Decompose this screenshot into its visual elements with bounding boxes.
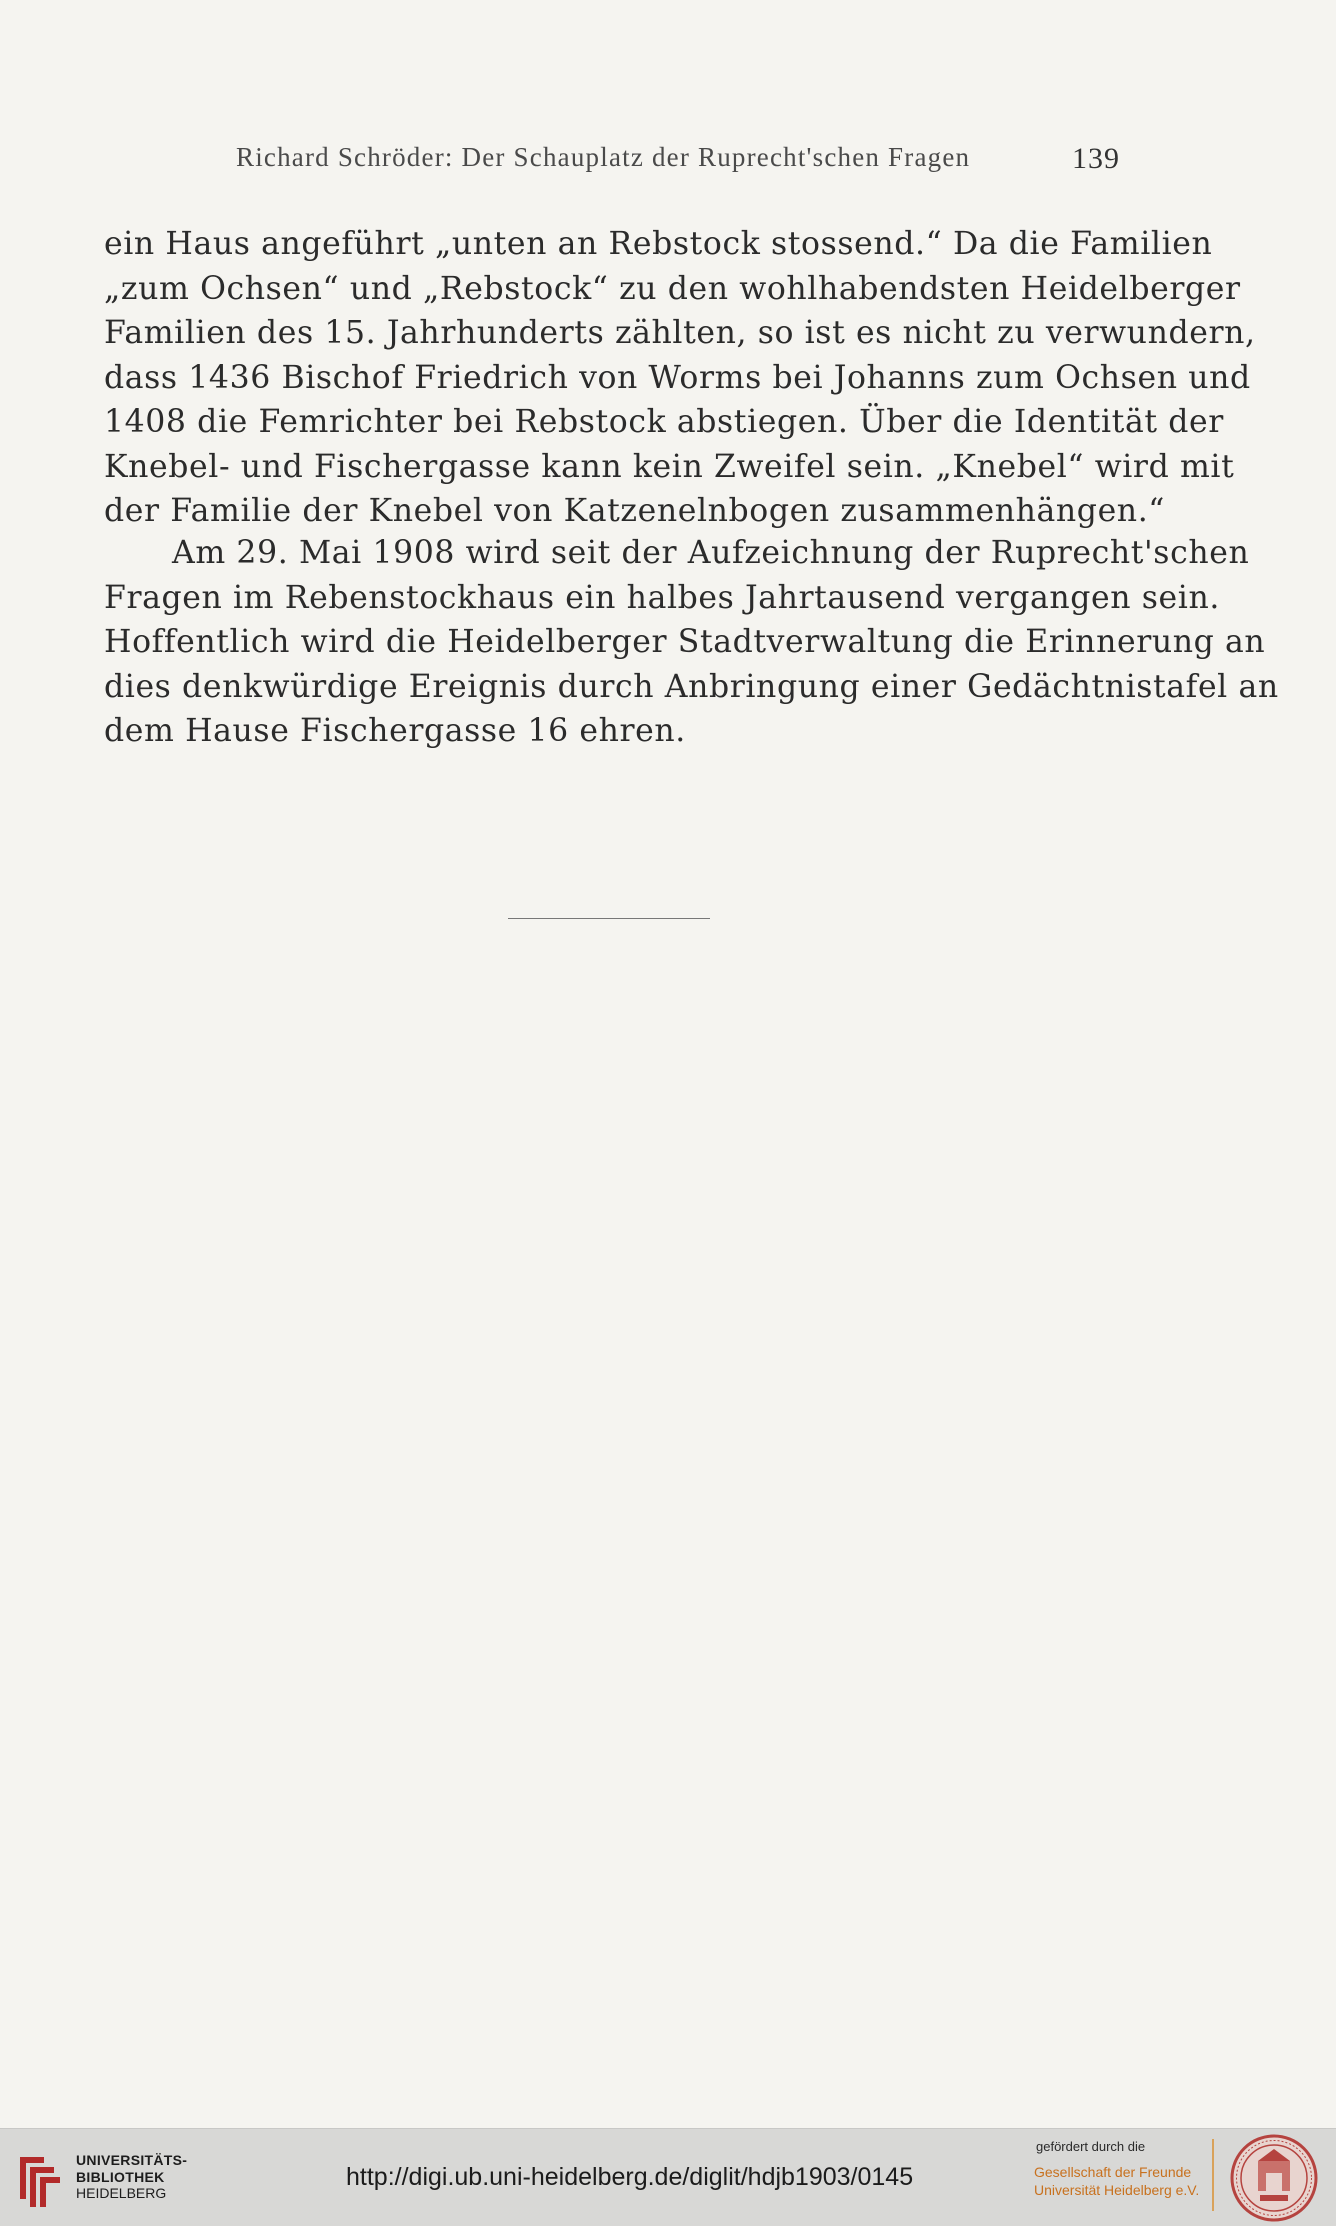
footer-divider: [1212, 2139, 1214, 2211]
permalink-url[interactable]: http://digi.ub.uni-heidelberg.de/diglit/hdjb1903/0145: [346, 2163, 914, 2191]
library-name: [76, 2152, 187, 2202]
society-line: Gesellschaft der Freunde: [1034, 2164, 1192, 2180]
society-name[interactable]: [1034, 2163, 1199, 2199]
running-title: Richard Schröder: Der Schauplatz der Ruprecht'schen Fragen: [236, 142, 971, 172]
society-line: Universität Heidelberg e.V.: [1034, 2182, 1200, 2198]
text-line: dies denkwürdige Ereignis durch Anbringung einer Gedächtnistafel an: [104, 668, 1279, 705]
text-line: Familien des 15. Jahrhunderts zählten, so ist es nicht zu verwundern,: [104, 315, 1256, 351]
library-line: HEIDELBERG: [76, 2185, 167, 2201]
text-line: der Familie der Knebel von Katzenelnbogen zusammenhängen.“: [104, 493, 1166, 529]
university-seal-icon: [1228, 2133, 1320, 2223]
library-line: BIBLIOTHEK: [76, 2168, 165, 2185]
funded-by-label: gefördert durch die: [1036, 2139, 1146, 2154]
text-line: ein Haus angeführt „unten an Rebstock stossend.“ Da die Familien: [104, 226, 1213, 262]
library-line: UNIVERSITÄTS-: [76, 2152, 188, 2168]
text-line: Knebel- und Fischergasse kann kein Zweifel sein. „Knebel“ wird mit: [104, 448, 1235, 485]
paragraph-2: [104, 531, 1279, 754]
section-rule: [508, 918, 710, 919]
text-line: „zum Ochsen“ und „Rebstock“ zu den wohlhabendsten Heidelberger: [104, 270, 1241, 307]
text-line: dem Hause Fischergasse 16 ehren.: [104, 713, 686, 749]
text-line: dass 1436 Bischof Friedrich von Worms bei Johanns zum Ochsen und: [104, 359, 1251, 396]
text-line: Fragen im Rebenstockhaus ein halbes Jahrtausend vergangen sein.: [104, 579, 1220, 616]
ub-logo-icon[interactable]: [14, 2149, 66, 2211]
text-line: Hoffentlich wird die Heidelberger Stadtverwaltung die Erinnerung an: [104, 624, 1266, 660]
paragraph-1: [104, 222, 1256, 534]
text-line: 1408 die Femrichter bei Rebstock abstiegen. Über die Identität der: [104, 404, 1224, 440]
text-line: Am 29. Mai 1908 wird seit der Aufzeichnung der Ruprecht'schen: [172, 535, 1250, 571]
footer-bar: [0, 2128, 1336, 2226]
page-number: 139: [1072, 142, 1120, 175]
